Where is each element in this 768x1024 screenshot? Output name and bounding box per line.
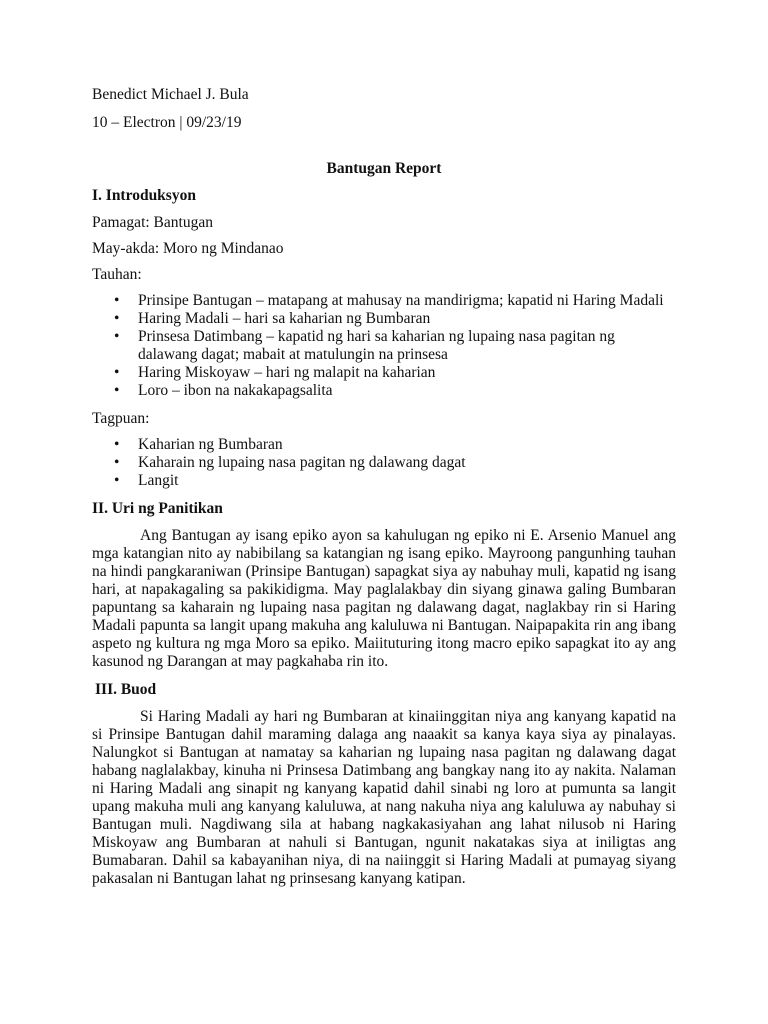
list-item — [92, 436, 676, 454]
bullet-icon: • — [114, 382, 120, 399]
tauhan-item-text: Prinsipe Bantugan – matapang at mahusay na mandirigma; kapatid ni Haring Madali — [138, 292, 664, 309]
intro-heading: I. Introduksyon — [92, 187, 196, 204]
pamagat-field: Pamagat: Bantugan — [92, 214, 213, 231]
list-item — [92, 310, 676, 328]
tagpuan-list — [92, 436, 676, 490]
tauhan-item-text: Loro – ibon na nakakapagsalita — [138, 382, 333, 399]
bullet-icon: • — [114, 454, 120, 471]
list-item — [92, 292, 676, 310]
document-content — [92, 86, 676, 898]
tauhan-item-text: Haring Miskoyaw – hari ng malapit na kaharian — [138, 364, 436, 381]
buod-heading: III. Buod — [95, 681, 157, 698]
bullet-icon: • — [114, 328, 120, 345]
bullet-icon: • — [114, 364, 120, 381]
bullet-icon: • — [114, 436, 120, 453]
tagpuan-item-text: Kaharian ng Bumbaran — [138, 436, 283, 453]
bullet-icon: • — [114, 310, 120, 327]
list-item — [92, 364, 676, 382]
list-item — [92, 454, 676, 472]
list-item — [92, 328, 676, 364]
bullet-icon: • — [114, 472, 120, 489]
tagpuan-item-text: Kaharain ng lupaing nasa pagitan ng dalawang dagat — [138, 454, 466, 471]
tauhan-item-text: Haring Madali – hari sa kaharian ng Bumbaran — [138, 310, 431, 327]
report-title: Bantugan Report — [326, 160, 442, 177]
bullet-icon: • — [114, 292, 120, 309]
section-date: 10 – Electron | 09/23/19 — [92, 114, 242, 131]
list-item — [92, 472, 676, 490]
tagpuan-item-text: Langit — [138, 472, 179, 489]
list-item — [92, 382, 676, 400]
uri-paragraph: Ang Bantugan ay isang epiko ayon sa kahulugan ng epiko ni E. Arsenio Manuel ang mga katangian nito ay nabibilang sa katangian ng isang epiko. Mayroong pangunhing tauhan na hindi pangkaraniwan (Prinsipe Bantugan) sapagkat siya ay nabuhay muli, kapatid ng isang hari, at napakagaling sa pakikidigma. May paglalakbay din siyang ginawa galing Bumbaran papuntang sa kaharain ng lupaing nasa pagitan ng dalawang dagat, naglakbay rin si Haring Madali papunta sa langit upang makuha ang kaluluwa ni Bantugan. Naipapakita rin ang ibang aspeto ng kultura ng mga Moro sa epiko. Maiituturing itong macro epiko sapagkat ito ay ang kasunod ng Darangan at may pagkahaba rin ito. — [92, 527, 676, 670]
buod-paragraph: Si Haring Madali ay hari ng Bumbaran at kinaiinggitan niya ang kanyang kapatid na si Prinsipe Bantugan dahil maraming dalaga ang naaakit sa kanya kaya siya ay pinalayas. Nalungkot si Bantugan at namatay sa kaharian ng lupaing nasa pagitan ng dalawang dagat habang naglalakbay, kinuha ni Prinsesa Datimbang ang bangkay nang ito ay nakita. Nalaman ni Haring Madali ang sinapit ng kanyang kapatid dahil sinabi ng loro at pumunta sa langit upang makuha muli ang kanyang kaluluwa, at nang nakuha niya ang kaluluwa ay nabuhay si Bantugan muli. Nagdiwang sila at habang nagkakasiyahan ang lahat nilusob ni Haring Miskoyaw ang Bumbaran at nahuli si Bantugan, ngunit nakatakas siya at iniligtas ang Bumabaran. Dahil sa kabayanihan niya, di na naiinggit si Haring Madali at pumayag siyang pakasalan ni Bantugan lahat ng prinsesang kanyang katipan. — [92, 708, 676, 887]
may-akda-field: May-akda: Moro ng Mindanao — [92, 240, 284, 257]
author-name: Benedict Michael J. Bula — [92, 86, 249, 103]
tauhan-item-text: Prinsesa Datimbang – kapatid ng hari sa kaharian ng lupaing nasa pagitan ng dalawang dagat; mabait at matulungin na prinsesa — [138, 328, 615, 363]
tauhan-label: Tauhan: — [92, 266, 142, 283]
tagpuan-label: Tagpuan: — [92, 410, 150, 427]
tauhan-list — [92, 292, 676, 400]
uri-heading: II. Uri ng Panitikan — [92, 500, 223, 517]
